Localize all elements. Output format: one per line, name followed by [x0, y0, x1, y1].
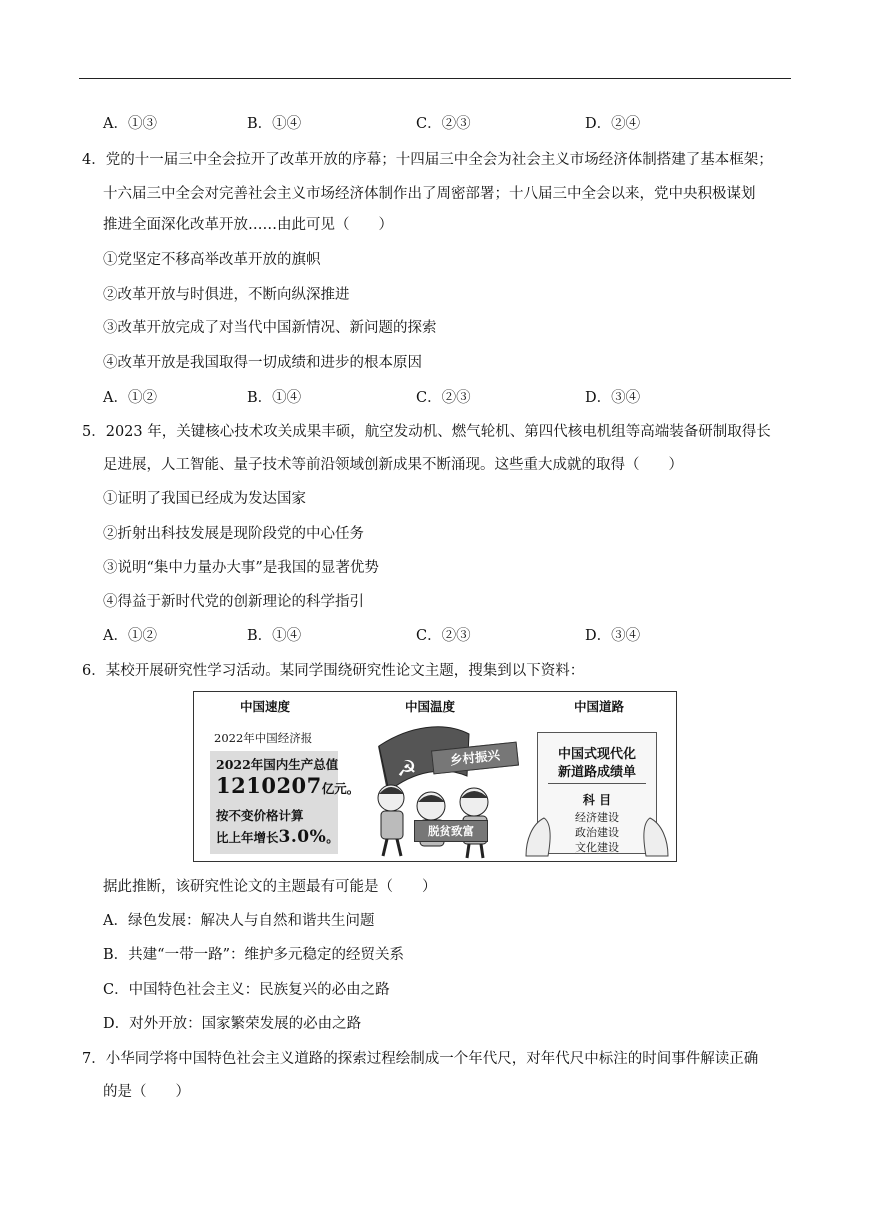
option-c[interactable]: C．②③	[416, 116, 471, 132]
gdp-label: 2022年国内生产总值	[216, 757, 339, 772]
subject-political: 政治建设	[575, 826, 619, 839]
gdp-stat-box	[210, 751, 360, 854]
emblem-icon: ☭	[397, 757, 417, 782]
question-6-option-b[interactable]: B．共建“一带一路”：维护多元稳定的经贸关系	[103, 947, 404, 963]
subject-economic: 经济建设	[575, 811, 619, 824]
question-4-stem-line-2: 十六届三中全会对完善社会主义市场经济体制作出了周密部署；十八届三中全会以来，党中央积极谋划	[103, 186, 756, 202]
hands-holding-paper-illustration	[522, 810, 672, 858]
subject-cultural: 文化建设	[575, 841, 619, 854]
report-card-title-2: 新道路成绩单	[557, 765, 636, 780]
question-4-item-2: ②改革开放与时俱进，不断向纵深推进	[103, 287, 350, 303]
question-4-item-4: ④改革开放是我国取得一切成绩和进步的根本原因	[103, 355, 422, 371]
question-5-item-4: ④得益于新时代党的创新理论的科学指引	[103, 594, 364, 610]
question-5-stem-line-1: 5．2023 年，关键核心技术攻关成果丰硕，航空发动机、燃气轮机、第四代核电机组等高端装备研制取得长	[82, 424, 771, 440]
report-card-title-1: 中国式现代化	[557, 747, 636, 762]
question-5-option-c[interactable]: C．②③	[416, 628, 471, 644]
gdp-value: 1210207	[216, 773, 322, 798]
question-5-item-1: ①证明了我国已经成为发达国家	[103, 491, 306, 507]
question-4-item-1: ①党坚定不移高举改革开放的旗帜	[103, 252, 321, 268]
growth-value: 3.0%	[278, 827, 327, 847]
question-5-item-3: ③说明“集中力量办大事”是我国的显著优势	[103, 560, 379, 576]
question-5-item-2: ②折射出科技发展是现阶段党的中心任务	[103, 526, 364, 542]
question-4-option-a[interactable]: A．①②	[103, 390, 157, 406]
gdp-unit: 亿元。	[321, 781, 360, 796]
question-6-option-d[interactable]: D．对外开放：国家繁荣发展的必由之路	[103, 1016, 362, 1032]
constant-price-note: 按不变价格计算	[216, 808, 304, 823]
header-rule	[79, 78, 791, 79]
gdp-value-line	[216, 773, 359, 798]
question-5-option-b[interactable]: B．①④	[247, 628, 302, 644]
economy-report-heading: 2022年中国经济报	[214, 731, 313, 745]
growth-label: 比上年增长	[216, 830, 279, 845]
question-5-option-d[interactable]: D．③④	[585, 628, 641, 644]
question-4-option-d[interactable]: D．③④	[585, 390, 641, 406]
material-figure	[193, 691, 677, 862]
banner-poverty-alleviation: 脱贫致富	[414, 820, 488, 842]
option-b[interactable]: B．①④	[247, 116, 302, 132]
question-6-option-a[interactable]: A．绿色发展：解决人与自然和谐共生问题	[103, 913, 375, 929]
growth-line	[216, 827, 339, 847]
question-5-stem-line-2: 足进展，人工智能、量子技术等前沿领域创新成果不断涌现。这些重大成就的取得（ ）	[103, 457, 683, 473]
panel-title-china-warmth: 中国温度	[405, 699, 456, 714]
option-a[interactable]: A．①③	[103, 116, 157, 132]
panel-title-china-speed: 中国速度	[240, 699, 291, 714]
question-5-option-a[interactable]: A．①②	[103, 628, 157, 644]
panel-title-china-path: 中国道路	[574, 699, 625, 714]
question-6-stem: 6．某校开展研究性学习活动。某同学围绕研究性论文主题，搜集到以下资料：	[82, 663, 585, 679]
subjects-heading: 科 目	[582, 793, 612, 807]
banner-rural-revitalization: 乡村振兴	[431, 742, 519, 775]
question-6-prompt: 据此推断，该研究性论文的主题最有可能是（ ）	[103, 879, 437, 895]
question-4-option-c[interactable]: C．②③	[416, 390, 471, 406]
question-4-item-3: ③改革开放完成了对当代中国新情况、新问题的探索	[103, 320, 437, 336]
question-6-option-c[interactable]: C．中国特色社会主义：民族复兴的必由之路	[103, 982, 390, 998]
question-4-stem-line-1: 4．党的十一届三中全会拉开了改革开放的序幕；十四届三中全会为社会主义市场经济体制搭建了基本框架；	[82, 152, 773, 168]
report-card-divider	[548, 783, 646, 784]
option-d[interactable]: D．②④	[585, 116, 641, 132]
question-7-stem-line-2: 的是（ ）	[103, 1084, 190, 1100]
growth-end: 。	[326, 830, 339, 845]
question-4-option-b[interactable]: B．①④	[247, 390, 302, 406]
question-7-stem-line-1: 7．小华同学将中国特色社会主义道路的探索过程绘制成一个年代尺，对年代尺中标注的时间事件解读正确	[82, 1051, 759, 1067]
question-4-stem-line-3: 推进全面深化改革开放……由此可见（ ）	[103, 217, 393, 233]
